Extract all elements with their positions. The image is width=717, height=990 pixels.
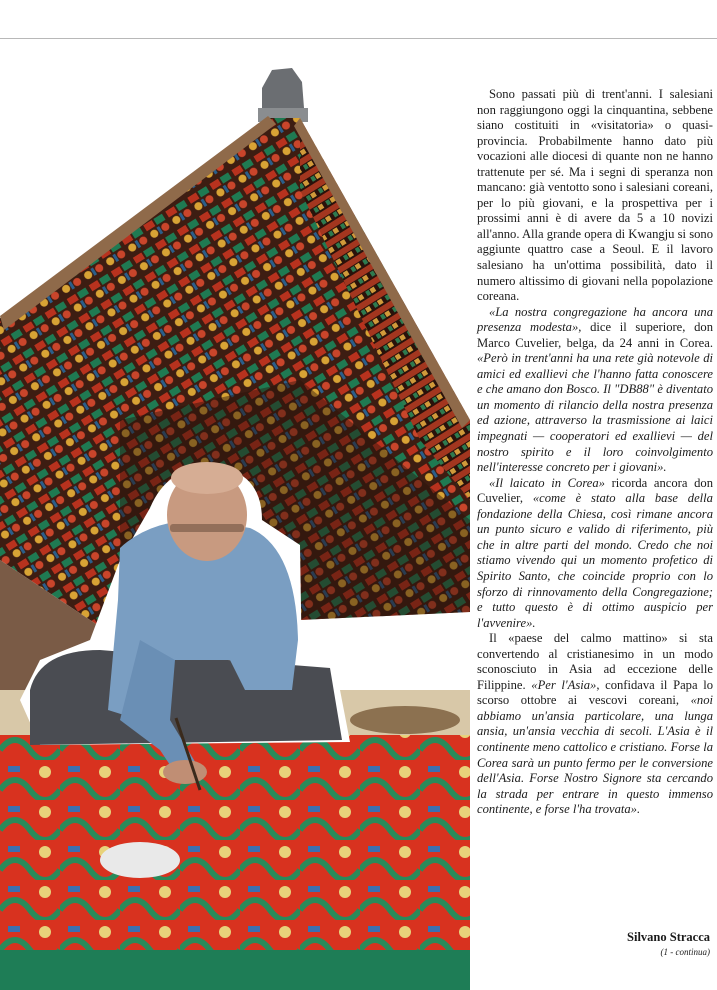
- p2-attribution: , dice il superiore, don Marco Cuvelier, belga, da 24 anni in Corea.: [477, 320, 713, 350]
- quote-thirty-years: «Però in trent'anni ha una rete già notevole di amici ed exallievi che l'hanno fatta conoscere e che amano don Bosco. Il "DB88" è diventato un momento di rilancio della nostra presenza ed azione, attraverso la trasmissione ai laici impegnati — cooperatori ed exallievi — del nostro spirito e il loro coinvolgimento nell'interesse concreto per i giovani».: [477, 351, 713, 475]
- quote-church-foundation: «come è stato alla base della fondazione della Chiesa, così rimane ancora un punto sicuro e valido di riferimento, più che in altre parti del mondo. Credo che noi stiamo vivendo qui un momento profetico di Spirito Santo, che coincide proprio con lo sforzo di rinnovamento della Congregazione; e tutto questo è di ottimo auspicio per l'avvenire».: [477, 491, 713, 630]
- paragraph-4: [477, 631, 713, 818]
- quote-laity: «Il laicato in Corea»: [489, 475, 605, 490]
- paragraph-2: [477, 305, 713, 476]
- quote-for-asia: «Per l'Asia»: [531, 677, 597, 692]
- paragraph-3: [477, 476, 713, 631]
- paragraph-1: Sono passati più di trent'anni. I salesiani non raggiungono oggi la cinquantina, sebbene siano costituiti in «visitatoria» o quasi-provincia. Probabilmente hanno dato più vocazioni alle diocesi di quante non ne hanno trattenute per sé. Ma i segni di speranza non mancano: già ventotto sono i salesiani coreani, per lo più giovani, e la prospettiva per i prossimi anni è di avere da 5 a 10 novizi all'anno. Alla grande opera di Kwangju si sono aggiunte quattro case a Seoul. E il lavoro salesiano ha un'ottima possibilità, dato il numero altissimo di giovani nella popolazione coreana.: [477, 87, 713, 304]
- continued-note: (1 - continua): [660, 947, 710, 957]
- p3-attribution: ricorda ancora don Cuvelier,: [477, 475, 713, 506]
- author-byline: Silvano Stracca: [627, 930, 710, 944]
- p4-intro: Il «paese del calmo mattino» si sta convertendo al cristianesimo in un modo sconosciuto in Asia ad eccezione delle Filippine.: [477, 631, 713, 692]
- quote-pope: «noi abbiamo un'ansia particolare, una lunga ansia, un'ansia vecchia di secoli. L'Asia è il continente meno cattolico e cristiano. Forse la Corea sarà un punto fermo per le conversione dell'Asia. Forse Nostro Signore sta cercando la strada per entrare in questo immenso continente, e forse l'ha trovata».: [477, 693, 713, 817]
- quote-congregation: «La nostra congregazione ha ancora una presenza modesta»: [477, 304, 713, 335]
- p4-attribution: , confidava il Papa lo scorso ottobre ai vescovi coreani,: [477, 677, 713, 708]
- article-column: [477, 87, 713, 818]
